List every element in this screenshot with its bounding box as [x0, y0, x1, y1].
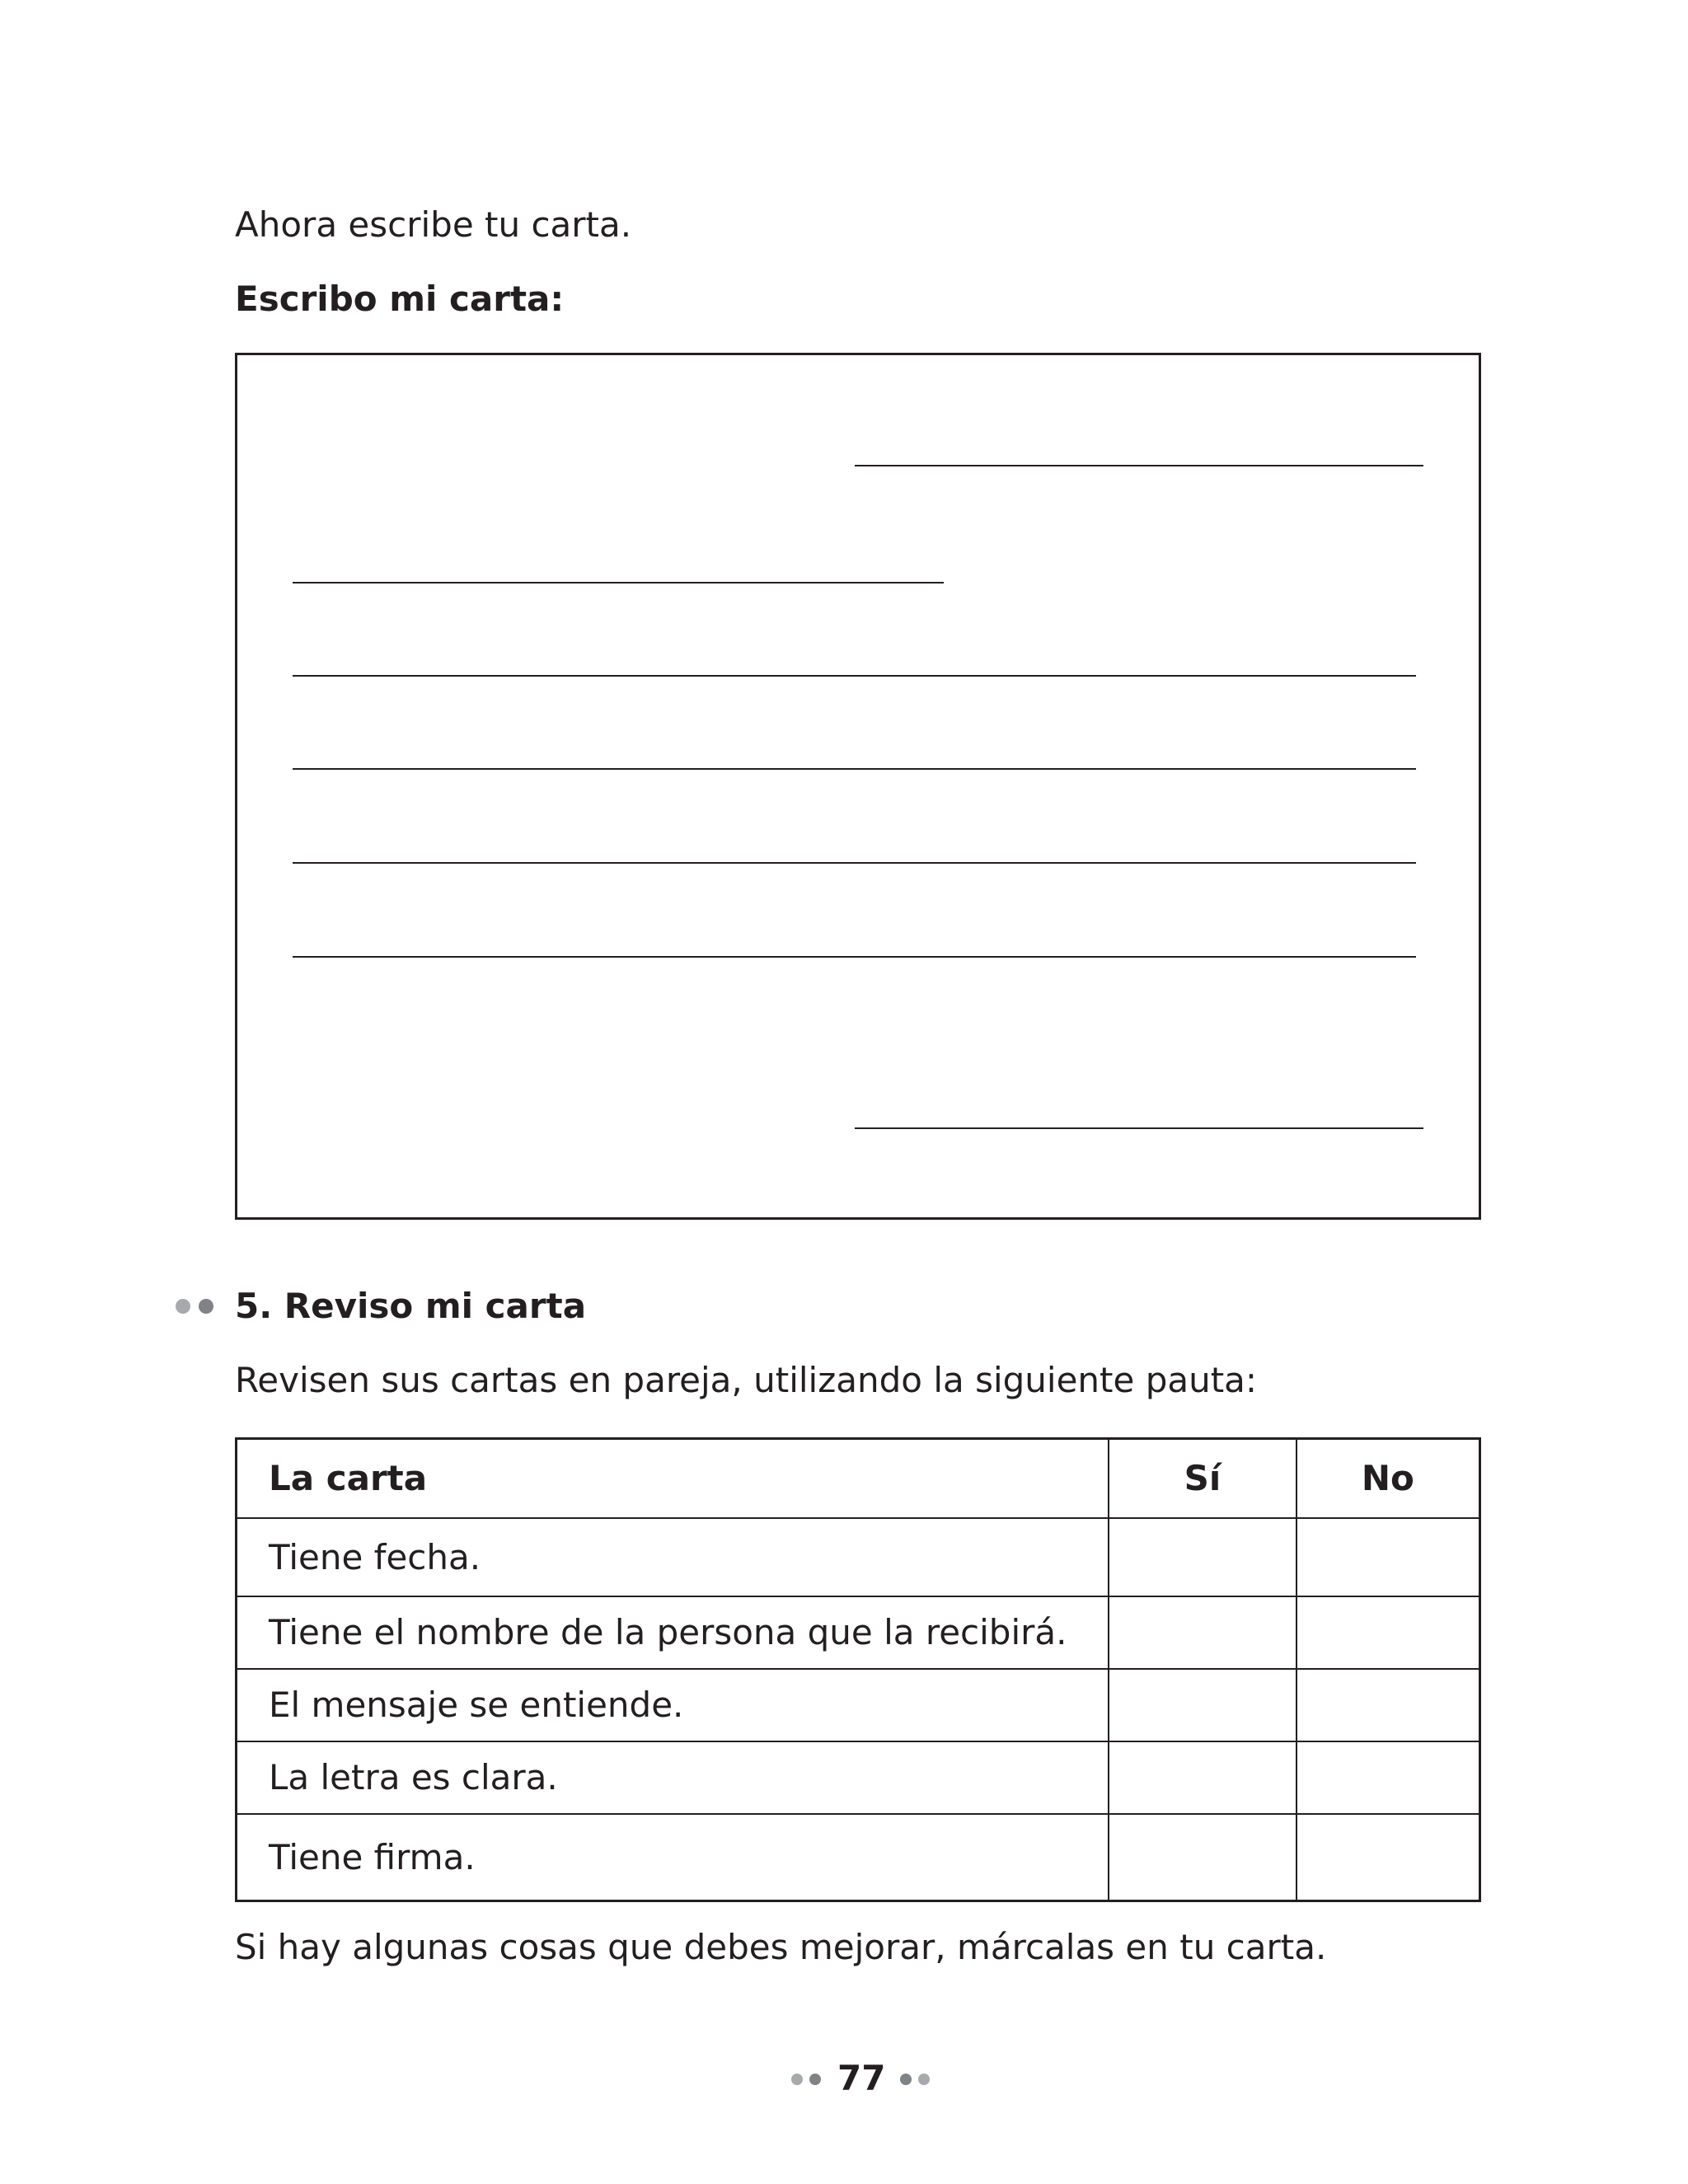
- letter-writing-box: [235, 353, 1481, 1220]
- page-number: 77: [837, 2058, 886, 2098]
- header-no: No: [1296, 1439, 1480, 1518]
- section-instruction: Revisen sus cartas en pareja, utilizando la siguiente pauta:: [235, 1360, 1258, 1400]
- table-header-row: [237, 1439, 1480, 1518]
- closing-text: Si hay algunas cosas que debes mejorar, márcalas en tu carta.: [235, 1927, 1327, 1967]
- no-cell[interactable]: [1296, 1741, 1480, 1814]
- date-line[interactable]: [855, 465, 1423, 466]
- table-row: [237, 1596, 1480, 1669]
- review-checklist-table: [235, 1437, 1481, 1902]
- body-line[interactable]: [293, 675, 1416, 677]
- header-yes: Sí: [1109, 1439, 1296, 1518]
- yes-cell[interactable]: [1109, 1518, 1296, 1596]
- no-cell[interactable]: [1296, 1814, 1480, 1901]
- bullet-dot-dark: [199, 1299, 213, 1314]
- yes-cell[interactable]: [1109, 1741, 1296, 1814]
- row-label: Tiene el nombre de la persona que la recibirá.: [237, 1596, 1109, 1669]
- instruction-text: Ahora escribe tu carta.: [235, 204, 632, 245]
- letter-heading: Escribo mi carta:: [235, 279, 565, 319]
- body-line[interactable]: [293, 862, 1416, 864]
- row-label: La letra es clara.: [237, 1741, 1109, 1814]
- no-cell[interactable]: [1296, 1596, 1480, 1669]
- yes-cell[interactable]: [1109, 1814, 1296, 1901]
- header-item: La carta: [237, 1439, 1109, 1518]
- bullet-dot-light: [176, 1299, 190, 1314]
- body-line[interactable]: [293, 956, 1416, 958]
- footer-dot-dark: [809, 2074, 821, 2085]
- footer-dot-dark: [900, 2074, 912, 2085]
- body-line[interactable]: [293, 768, 1416, 770]
- no-cell[interactable]: [1296, 1669, 1480, 1741]
- section-title: 5. Reviso mi carta: [235, 1286, 587, 1326]
- table-row: [237, 1741, 1480, 1814]
- footer-dot-light: [791, 2074, 803, 2085]
- yes-cell[interactable]: [1109, 1669, 1296, 1741]
- row-label: El mensaje se entiende.: [237, 1669, 1109, 1741]
- row-label: Tiene firma.: [237, 1814, 1109, 1901]
- table-row: [237, 1669, 1480, 1741]
- greeting-line[interactable]: [293, 582, 944, 583]
- no-cell[interactable]: [1296, 1518, 1480, 1596]
- yes-cell[interactable]: [1109, 1596, 1296, 1669]
- row-label: Tiene fecha.: [237, 1518, 1109, 1596]
- table-row: [237, 1518, 1480, 1596]
- table-row: [237, 1814, 1480, 1901]
- footer-dot-light: [918, 2074, 930, 2085]
- signature-line[interactable]: [855, 1127, 1423, 1129]
